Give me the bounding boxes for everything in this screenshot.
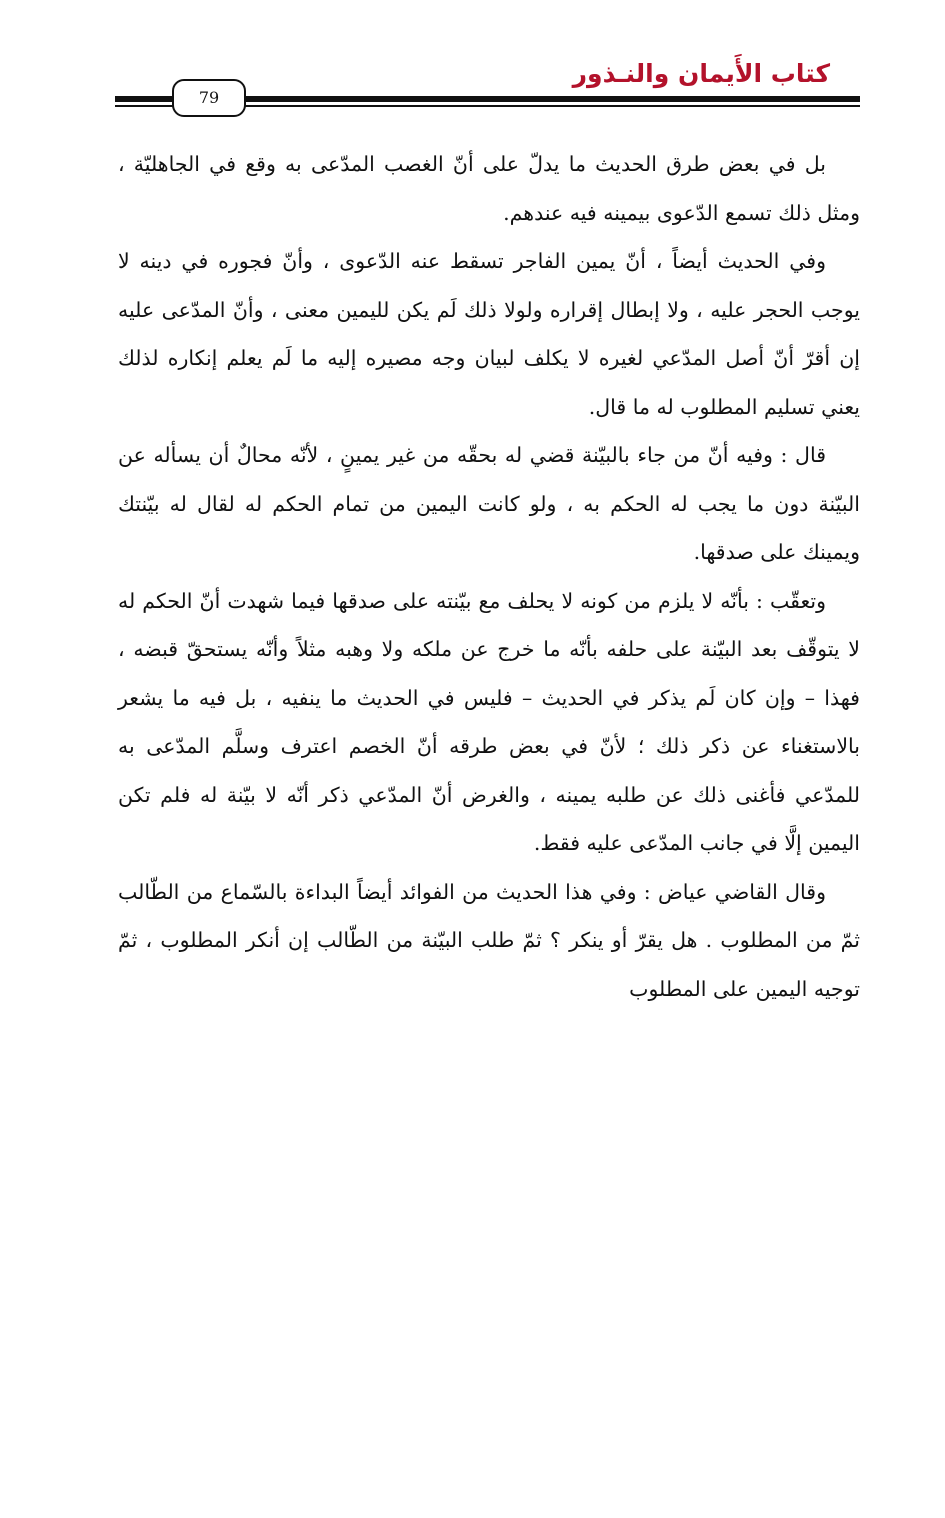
- paragraph: قال : وفيه أنّ من جاء بالبيّنة قضي له بحقّه من غير يمينٍ ، لأنّه محالٌ أن يسأله عن البيّنة دون ما يجب له الحكم به ، ولو كانت اليمين من تمام الحكم له لقال له بيّنتك ويمينك على صدقها.: [118, 443, 860, 564]
- paragraph: وفي الحديث أيضاً ، أنّ يمين الفاجر تسقط عنه الدّعوى ، وأنّ فجوره في دينه لا يوجب الحجر عليه ، ولا إبطال إقراره ولولا ذلك لَم يكن لليمين معنى ، وأنّ المدّعى عليه إن أقرّ أنّ أصل المدّعي لغيره لا يكلف لبيان وجه مصيره إليه ما لَم يعلم إنكاره لذلك يعني تسليم المطلوب له ما قال.: [118, 249, 860, 419]
- paragraph: وتعقّب : بأنّه لا يلزم من كونه لا يحلف مع بيّنته على صدقها فيما شهدت أنّ الحكم له لا يتوقّف بعد البيّنة على حلفه بأنّه ما خرج عن ملكه ولا وهبه مثلاً وأنّه يستحقّ قبضه ، فهذا – وإن كان لَم يذكر في الحديث – فليس في الحديث ما ينفيه ، بل فيه ما يشعر بالاستغناء عن ذكر ذلك ؛ لأنّ في بعض طرقه أنّ الخصم اعترف وسلَّم المدّعى به للمدّعي فأغنى ذلك عن طلبه يمينه ، والغرض أنّ المدّعي ذكر أنّه لا بيّنة له فلم تكن اليمين إلَّا في جانب المدّعى عليه فقط.: [118, 588, 860, 855]
- page-number: 79: [172, 79, 246, 117]
- paragraph: وقال القاضي عياض : وفي هذا الحديث من الفوائد أيضاً البداءة بالسّماع من الطّالب ثمّ من المطلوب . هل يقرّ أو ينكر ؟ ثمّ طلب البيّنة من الطّالب إن أنكر المطلوب ، ثمّ توجيه اليمين على المطلوب: [118, 879, 860, 1001]
- page-header: [0, 0, 945, 120]
- body-text: [118, 140, 860, 1013]
- book-title: كتاب الأَيمان والنـذور: [572, 59, 830, 88]
- paragraph: بل في بعض طرق الحديث ما يدلّ على أنّ الغصب المدّعى به وقع في الجاهليّة ، ومثل ذلك تسمع الدّعوى بيمينه فيه عندهم.: [118, 152, 860, 225]
